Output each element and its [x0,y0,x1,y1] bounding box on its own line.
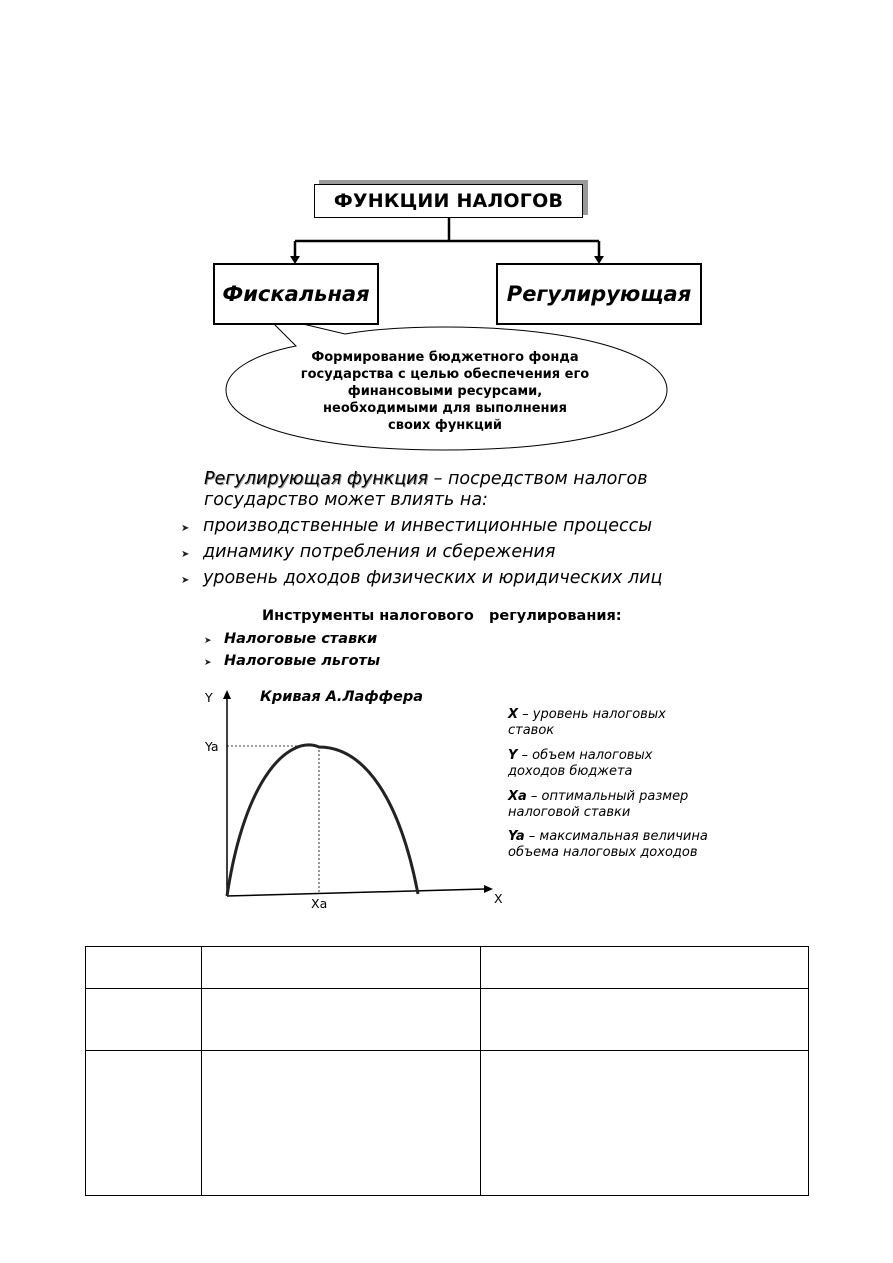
legend-item [508,748,708,780]
y-axis-label: Y [205,690,213,705]
legend-item [508,829,708,861]
table-cell[interactable] [86,1051,202,1196]
fiscal-description: Формирование бюджетного фонда государства с целью обеспечения его финансовыми ресурсами, необходимыми для выполнения своих функций [300,350,590,433]
ya-label: Ya [205,739,219,754]
table-cell[interactable] [202,1051,481,1196]
empty-table [85,946,809,1196]
legend-key: X [508,707,519,722]
table-cell[interactable] [202,947,481,989]
legend-item [508,789,708,821]
table-row [86,1051,809,1196]
table-cell[interactable] [481,947,809,989]
x-axis-arrow-icon [484,885,493,893]
y-axis-arrow-icon [223,690,231,699]
table-row [86,989,809,1051]
list-item-text: уровень доходов физических и юридических лиц [203,568,663,588]
legend-text: – объем налоговых доходов бюджета [508,748,653,779]
legend-key: Ya [508,829,525,844]
list-item [181,542,555,562]
x-axis [227,889,485,896]
arrow-bullet-icon: ➤ [204,636,212,646]
laffer-title: Кривая А.Лаффера [260,689,424,705]
regulatory-intro-rest: – посредством налогов государство может влиять на: [204,469,648,510]
list-item-text: динамику потребления и сбережения [203,542,556,562]
regulatory-function-box: Регулирующая [496,263,702,325]
list-item-text: производственные и инвестиционные процессы [203,516,653,536]
arrow-bullet-icon: ➤ [181,523,190,534]
list-item-text: Налоговые ставки [224,631,378,647]
list-item [181,568,662,588]
legend-key: Y [508,748,518,763]
fiscal-function-box: Фискальная [213,263,379,325]
table-row [86,947,809,989]
table-cell[interactable] [86,989,202,1051]
laffer-curve-chart [195,685,505,920]
list-item [204,653,380,669]
legend-text: – оптимальный размер налоговой ставки [508,789,689,820]
table-cell[interactable] [481,1051,809,1196]
list-item [204,631,377,647]
xa-label: Xa [311,896,328,911]
laffer-curve [227,745,418,896]
x-axis-label: X [494,891,503,906]
table-cell[interactable] [86,947,202,989]
arrow-bullet-icon: ➤ [204,658,212,668]
diagram-title: ФУНКЦИИ НАЛОГОВ [314,184,583,218]
legend-text: – максимальная величина объема налоговых доходов [508,829,708,860]
arrow-bullet-icon: ➤ [181,575,190,586]
instruments-title: Инструменты налогового регулирования: [262,608,622,624]
legend-text: – уровень налоговых ставок [508,707,666,738]
connector-lines [295,217,599,257]
regulatory-intro [204,469,674,511]
table-cell[interactable] [481,989,809,1051]
table-cell[interactable] [202,989,481,1051]
list-item [181,516,652,536]
list-item-text: Налоговые льготы [224,653,381,669]
arrow-bullet-icon: ➤ [181,549,190,560]
legend-key: Xa [508,789,527,804]
legend-item [508,707,708,739]
regulatory-lead: Регулирующая функция [204,469,429,489]
